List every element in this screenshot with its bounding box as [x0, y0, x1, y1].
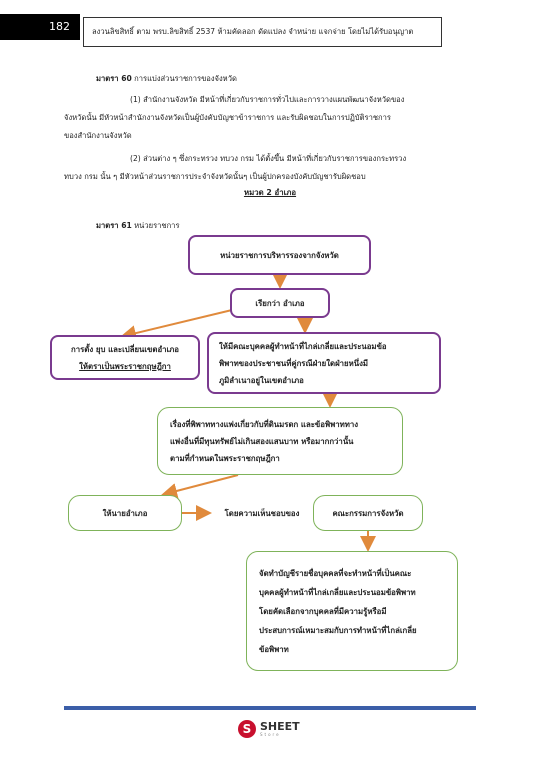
logo-subtext: Store	[260, 732, 281, 737]
sheet-store-logo	[238, 718, 318, 740]
box-district-officer-text: ให้นายอำเภอ	[102, 508, 148, 518]
box-subordinate-unit	[188, 235, 371, 275]
box-mediation-line2: พิพาทของประชาชนที่คู่กรณีฝ่ายใดฝ่ายหนึ่งมี	[219, 358, 369, 368]
box-subordinate-unit-text: หน่วยราชการบริหารรองจากจังหวัด	[220, 250, 339, 260]
box-district-establish-line1: การตั้ง ยุบ และเปลี่ยนเขตอำเภอ	[71, 344, 179, 354]
article-60-p1-line1: (1) สำนักงานจังหวัด มีหน้าที่เกี่ยวกับราชการทั่วไปและการวางแผนพัฒนาจังหวัดของ	[130, 95, 405, 104]
box-called-amphoe	[230, 288, 330, 318]
box-final-line3: โดยคัดเลือกจากบุคคลที่มีความรู้หรือมี	[259, 606, 387, 616]
box-dispute-line2: แพ่งอื่นที่มีทุนทรัพย์ไม่เกินสองแสนบาท หรือมากกว่านั้น	[170, 436, 354, 446]
article-60-p2-line1: (2) ส่วนต่าง ๆ ซึ่งกระทรวง ทบวง กรม ได้ตั้งขึ้น มีหน้าที่เกี่ยวกับราชการของกระทรวง	[130, 154, 407, 163]
article-60-p2-line2: ทบวง กรม นั้น ๆ มีหัวหน้าส่วนราชการประจำจังหวัดนั้นๆ เป็นผู้ปกครองบังคับบัญชารับผิดชอบ	[64, 172, 366, 181]
box-district-officer	[68, 495, 182, 531]
box-final-line1: จัดทำบัญชีรายชื่อบุคคลที่จะทำหน้าที่เป็นคณะ	[259, 568, 412, 578]
article-61-title-rest: หน่วยราชการ	[131, 221, 180, 230]
box-dispute-line3: ตามที่กำหนดในพระราชกฤษฎีกา	[170, 453, 280, 463]
article-60-p1-line3: ของสำนักงานจังหวัด	[64, 131, 132, 140]
running-header: ลงวนลิขสิทธิ์ ตาม พรบ.ลิขสิทธิ์ 2537 ห้ามคัดลอก ดัดแปลง จำหน่าย แจกจ่าย โดยไม่ได้รับอนุญาต	[83, 17, 442, 47]
article-60-title-rest: การแบ่งส่วนราชการของจังหวัด	[131, 74, 237, 83]
box-final-line5: ข้อพิพาท	[259, 644, 289, 654]
box-provincial-committee-text: คณะกรรมการจังหวัด	[332, 508, 404, 518]
box-dispute-scope	[157, 407, 403, 475]
box-dispute-line1: เรื่องที่พิพาททางแพ่งเกี่ยวกับที่ดินมรดก และข้อพิพาททาง	[170, 419, 359, 429]
arrow-dispute-to-officer	[165, 475, 238, 494]
article-60-p1-line2: จังหวัดนั้น มีหัวหน้าสำนักงานจังหวัดเป็นผู้บังคับบัญชาข้าราชการ และรับผิดชอบในการปฏิบัติราชการ	[64, 113, 391, 122]
article-60-title: มาตรา 60	[96, 74, 132, 83]
box-provincial-committee	[313, 495, 423, 531]
box-final-line4: ประสบการณ์เหมาะสมกับการทำหน้าที่ไกล่เกลี่ย	[259, 625, 417, 635]
logo-wordmark	[260, 721, 300, 737]
logo-text: SHEET	[260, 720, 300, 733]
box-district-establish	[50, 335, 200, 380]
article-61-title: มาตรา 61	[96, 221, 132, 230]
page-number: 182	[0, 14, 80, 40]
box-final-line2: บุคคลผู้ทำหน้าที่ไกล่เกลี่ยและประนอมข้อพิพาท	[259, 587, 416, 597]
logo-mark-icon: S	[238, 720, 256, 738]
box-mediator-list	[246, 551, 458, 671]
box-mediation-line1: ให้มีคณะบุคคลผู้ทำหน้าที่ไกล่เกลี่ยและประนอมข้อ	[219, 341, 387, 351]
section-title: หมวด 2 อำเภอ	[243, 188, 297, 197]
box-mediation-committee	[207, 332, 441, 394]
box-called-amphoe-text: เรียกว่า อำเภอ	[255, 298, 305, 308]
box-district-establish-line2: ให้ตราเป็นพระราชกฤษฎีกา	[79, 361, 171, 371]
footer-divider	[64, 706, 476, 710]
label-by-approval: โดยความเห็นชอบของ	[224, 508, 300, 518]
box-mediation-line3: ภูมิลำเนาอยู่ในเขตอำเภอ	[219, 375, 304, 385]
